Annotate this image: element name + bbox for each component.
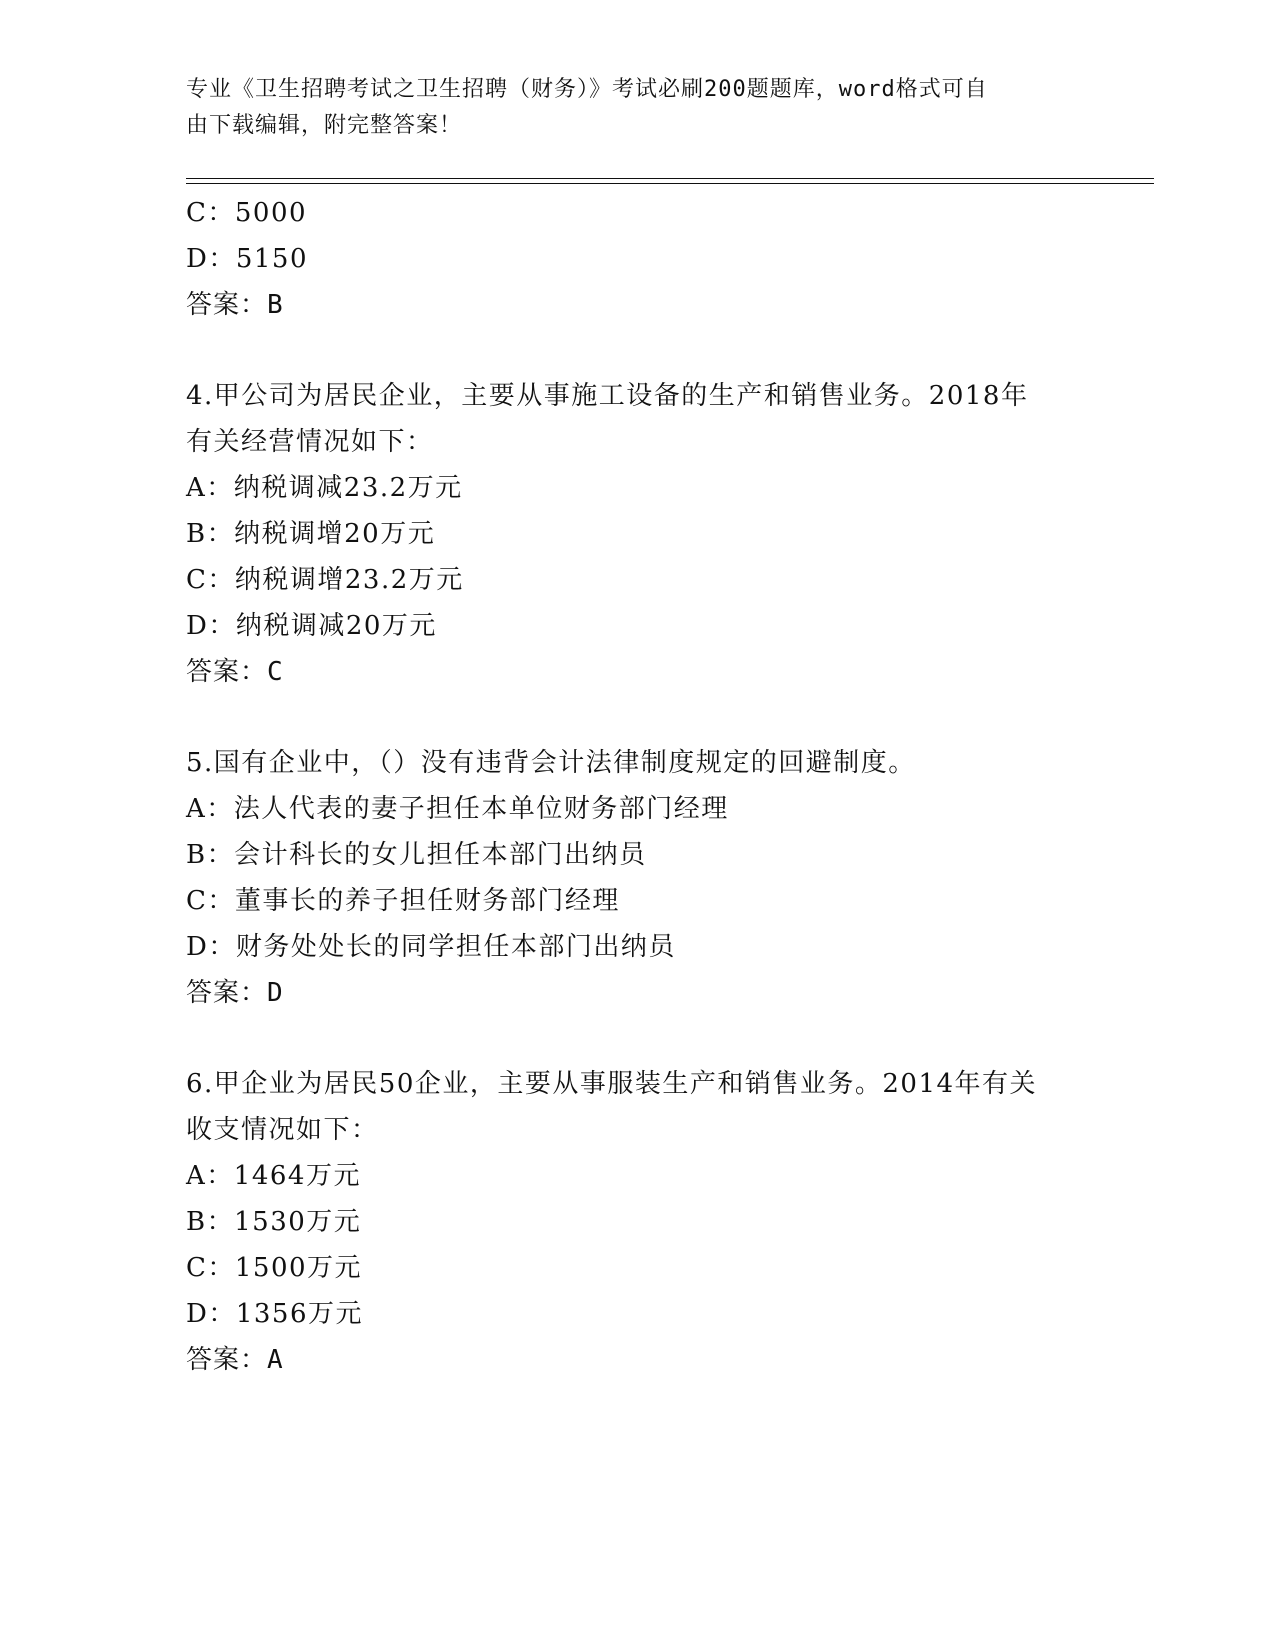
- option-a: A：1464万元: [186, 1161, 361, 1191]
- question-stem: 5.国有企业中，（）没有违背会计法律制度规定的回避制度。: [186, 748, 916, 778]
- question-4: [186, 373, 1086, 695]
- option-b: B：1530万元: [186, 1207, 362, 1237]
- answer: 答案：C: [186, 657, 284, 687]
- answer: 答案：D: [186, 978, 284, 1008]
- option-c: C：纳税调增23.2万元: [186, 565, 464, 595]
- question-6: [186, 1061, 1086, 1383]
- question-3-tail: [186, 190, 1086, 328]
- option-d: D：1356万元: [186, 1299, 364, 1329]
- answer: 答案：B: [186, 290, 284, 320]
- question-5: [186, 740, 1086, 1016]
- option-c: C：1500万元: [186, 1253, 363, 1283]
- option-a: A：纳税调减23.2万元: [186, 473, 463, 503]
- question-stem: 6.甲企业为居民50企业，主要从事服装生产和销售业务。2014年有关: [186, 1069, 1038, 1099]
- option-a: A：法人代表的妻子担任本单位财务部门经理: [186, 794, 729, 824]
- option-d: D：5150: [186, 244, 309, 274]
- question-stem: 有关经营情况如下：: [186, 427, 434, 457]
- document-body: [186, 190, 1086, 1383]
- option-d: D：纳税调减20万元: [186, 611, 437, 641]
- answer: 答案：A: [186, 1345, 284, 1375]
- page-header: [186, 72, 1086, 144]
- header-line-2: 由下载编辑，附完整答案！: [186, 113, 463, 138]
- option-d: D：财务处处长的同学担任本部门出纳员: [186, 932, 676, 962]
- header-line-1: 专业《卫生招聘考试之卫生招聘（财务）》考试必刷200题题库，word格式可自: [186, 77, 988, 102]
- option-b: B：会计科长的女儿担任本部门出纳员: [186, 840, 647, 870]
- header-divider: [186, 183, 1154, 184]
- option-c: C：董事长的养子担任财务部门经理: [186, 886, 620, 916]
- option-c: C：5000: [186, 198, 308, 228]
- header-divider: [186, 178, 1154, 179]
- question-stem: 4.甲公司为居民企业，主要从事施工设备的生产和销售业务。2018年: [186, 381, 1029, 411]
- question-stem: 收支情况如下：: [186, 1115, 379, 1145]
- option-b: B：纳税调增20万元: [186, 519, 436, 549]
